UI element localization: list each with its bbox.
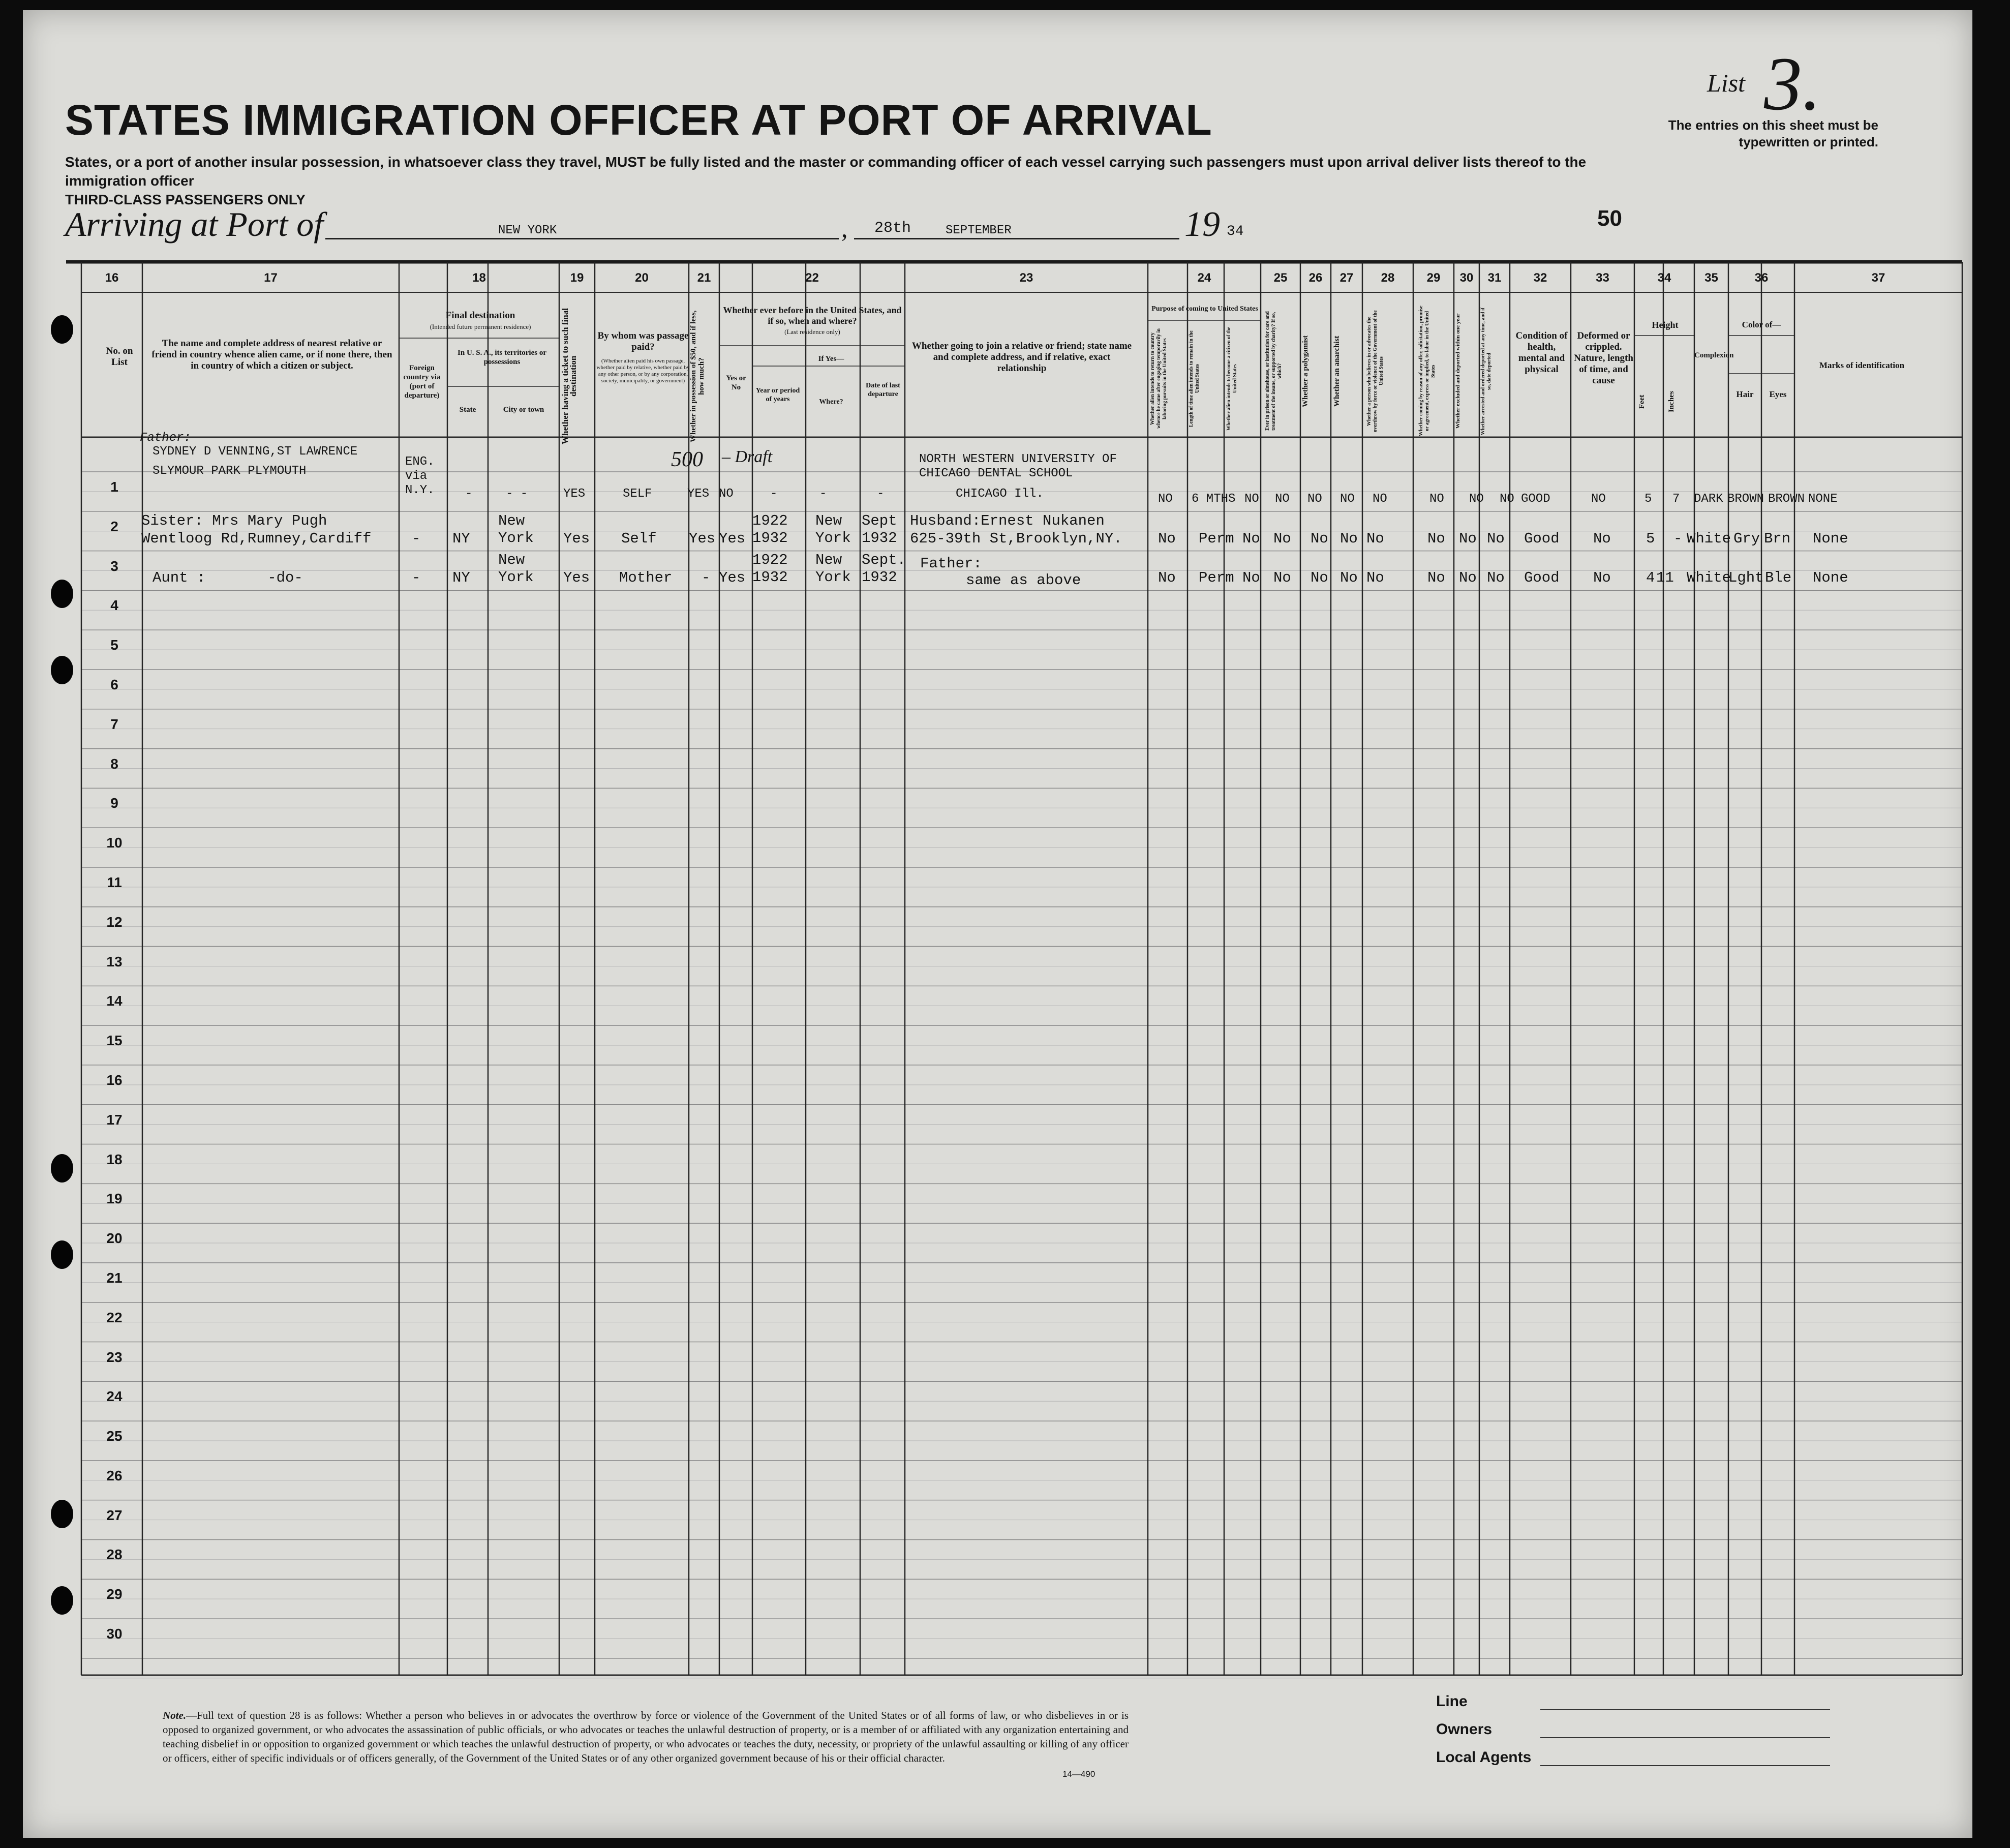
possession: Yes [689,530,716,547]
height-feet: 5 [1644,492,1652,506]
col26: No [1311,569,1328,586]
marks: NONE [1808,492,1838,506]
header-purpose-return: Whether alien intends to return to country whence he came after engaging temporarily in laboring pursuits in the United States [1150,328,1168,429]
before-year: 1922 1932 [752,552,788,586]
foreign-country: - [412,569,421,586]
col27: No [1340,530,1358,547]
arriving-label: Arriving at Port of [65,205,324,244]
possession-note: – Draft [722,447,773,466]
owners-label: Owners [1436,1721,1493,1738]
eyes: Brn [1764,530,1791,547]
final-destination-sub: (Intended future permanent residence) [430,323,531,330]
line-label: Line [1436,1693,1468,1710]
paid-by: Mother [619,569,673,586]
list-note: The entries on this sheet must be typewritten or printed. [1668,117,1878,149]
header-ticket: Whether having a ticket to such final destination [560,308,578,444]
height-inches: 7 [1672,492,1680,506]
header-date-last-departure: Date of last departure [866,382,900,398]
day-field: 28th [874,220,911,237]
height-feet: 5 [1646,530,1655,547]
column-number: 28 [1381,271,1395,285]
join-line-1: Husband:Ernest Nukanen [910,512,1105,529]
row-number: 12 [106,914,123,930]
header-col26: Whether a polygamist [1301,335,1309,407]
health: Good [1524,530,1560,547]
row-number: 20 [106,1230,123,1247]
local-agents-label: Local Agents [1436,1749,1532,1766]
hair: Lght [1728,569,1764,586]
join-line-1: NORTH WESTERN UNIVERSITY OF [919,452,1117,466]
state: NY [452,569,470,586]
before-yes-no: Yes [719,569,746,586]
possession-amount: 500 [671,448,703,471]
state: - [465,487,473,501]
column-number: 21 [697,271,711,285]
join-line-2: same as above [966,572,1081,589]
purpose-length: Perm [1199,569,1234,586]
stamp-code: 50 [1597,206,1622,231]
col25: NO [1275,492,1290,506]
col29: No [1427,569,1445,586]
row-number: 1 [110,479,118,495]
purpose-length: 6 MTHS [1192,492,1236,506]
column-number: 22 [805,271,819,285]
purpose-return: No [1158,530,1176,547]
col28: No [1366,569,1384,586]
col30: No [1459,569,1477,586]
purpose-citizen: No [1242,530,1260,547]
eyes: Ble [1765,569,1792,586]
join-line-2: CHICAGO DENTAL SCHOOL [919,467,1073,480]
header-marks: Marks of identification [1819,360,1905,370]
column-number: 27 [1339,271,1354,285]
relative-label: Father: [140,431,191,445]
col25: No [1273,530,1291,547]
relative-name: Aunt : -do- [153,569,303,586]
marks: None [1813,569,1848,586]
row-number: 14 [106,993,123,1009]
col31: NO [1500,492,1514,506]
header-col29: Whether coming by reason of any offer, solicitation, promise or agreement, express or implied, to labor in the United States [1418,306,1436,437]
purpose-return: NO [1158,492,1173,506]
purpose-citizen: NO [1244,492,1259,506]
before-where: - [819,487,827,501]
possession: - [702,569,711,586]
column-number: 16 [105,271,119,285]
column-number: 26 [1308,271,1323,285]
row-number: 27 [106,1507,123,1523]
header-joining-relative: Whether going to join a relative or friend; state name and complete address, and if relative, exact relationship [911,341,1132,374]
deformed: No [1593,530,1611,547]
relative-name: SYDNEY D VENNING,ST LAWRENCE [153,445,358,459]
column-number: 31 [1487,271,1502,285]
hair: BROWN [1727,492,1764,506]
note-label: Note. [163,1709,187,1721]
form-number: 14—490 [1062,1769,1095,1779]
ticket: YES [563,487,586,501]
eyes: BROWN [1768,492,1805,506]
foreign-country: ENG. via N.Y. [405,455,435,497]
city: New York [498,512,534,547]
row-number: 22 [106,1309,123,1325]
row-number: 13 [106,953,123,970]
row-number: 18 [106,1151,123,1167]
header-state: State [459,406,476,414]
join-line-3: CHICAGO Ill. [956,487,1044,501]
state: NY [452,530,470,547]
note-text: —Full text of question 28 is as follows: Whether a person who believes in or advocates the overthrow by force or violence of the Government of the United States or of all forms of law, or who disbelieves in or is opposed to organized government, or who advocates the assassination of public officials, or who advocates or teaches the unlawful destruction of property, or is a member of or affiliated with any organization entertaining and teaching disbelief in or opposition to organized government or which teaches the unlawful destruction of property, or who advocates or teaches the duty, necessity, or propriety of the unlawful assaulting or killing of any officer or officers, either of specific individuals or of officers generally, of the Government of the United States or of any other organized government because of his or their official character. [163,1709,1129,1764]
row-number: 15 [106,1033,123,1049]
health: Good [1524,569,1560,586]
before-where: New York [815,552,851,586]
row-number: 11 [107,874,122,890]
header-color-of: Color of— [1742,320,1781,329]
header-final-destination [402,310,559,332]
local-agents-field [1540,1765,1830,1766]
list-number: 3. [1764,42,1821,126]
column-number: 18 [472,271,486,285]
year-prefix: 19 [1184,205,1220,244]
header-purpose: Purpose of coming to United States [1151,305,1258,313]
row-number: 26 [106,1467,123,1483]
header-hair: Hair [1736,389,1754,399]
before-date: Sept. 1932 [862,552,906,586]
column-number: 36 [1754,271,1769,285]
column-number: 19 [570,271,584,285]
col26: NO [1307,492,1322,506]
header-possession: Whether in possession of $50, and if less, how much? [689,310,706,442]
passage-paid-note: (Whether alien paid his own passage, whether paid by relative, whether paid by any other person, or by any corporation, society, municipality, or government) [596,358,690,384]
purpose-return: No [1158,569,1176,586]
deformed: No [1593,569,1611,586]
col31: No [1487,530,1505,547]
column-number: 29 [1426,271,1441,285]
header-ever-before [721,305,904,337]
column-number: 30 [1459,271,1474,285]
row-number: 28 [106,1547,123,1563]
passage-paid-label: By whom was passage paid? [597,330,689,352]
column-number: 25 [1273,271,1288,285]
relative-address: SLYMOUR PARK PLYMOUTH [153,464,307,478]
header-passage-paid [595,330,691,384]
page-title: STATES IMMIGRATION OFFICER AT PORT OF ARRIVAL [65,96,1212,144]
before-yes-no: Yes [719,530,746,547]
header-eyes: Eyes [1769,389,1787,399]
col31: No [1487,569,1505,586]
column-number: 20 [635,271,649,285]
final-destination-label: Final destination [445,310,515,321]
row-number: 19 [106,1191,123,1207]
complexion: White [1687,569,1731,586]
column-number: 23 [1019,271,1033,285]
header-where: Where? [819,398,843,406]
row-number: 17 [106,1111,123,1128]
foreign-country: - [412,530,421,547]
row-number: 23 [106,1349,123,1365]
header-no-on-list: No. on List [106,346,133,368]
header-city: City or town [503,406,544,414]
col26: No [1311,530,1328,547]
height-inches: 11 [1656,569,1674,586]
col27: No [1340,569,1358,586]
owners-field [1540,1737,1830,1738]
header-purpose-length: Length of time alien intends to remain in the United States [1189,330,1200,427]
height-feet: 4 [1646,569,1655,586]
header-health: Condition of health, mental and physical [1515,330,1568,375]
complexion: DARK [1694,492,1723,506]
header-deformed: Deformed or crippled. Nature, length of time, and cause [1574,330,1633,386]
before-year: - [770,487,778,501]
before-year: 1922 1932 [752,512,788,547]
column-number: 24 [1197,271,1211,285]
year-suffix: 34 [1227,224,1244,239]
relative-address: Wentloog Rd,Rumney,Cardiff [141,530,372,547]
col29: No [1427,530,1445,547]
before-date: - [877,487,885,501]
col30: NO [1469,492,1484,506]
before-where: New York [815,512,851,547]
instruction-text: States, or a port of another insular possession, in whatsoever class they travel, MUST be fully listed and the master or commanding officer of each vessel carrying such passengers must upon arrival deliver lists thereof to the immigration officer [65,154,1587,189]
line-field [1540,1709,1830,1710]
header-col31: Whether arrested and ordered deported at any time, and if so, date deported [1480,307,1492,435]
row-number: 30 [106,1626,123,1642]
header-col27: Whether an anarchist [1333,336,1341,407]
header-if-yes: If Yes— [818,355,844,363]
ever-before-label: Whether ever before in the United States, and if so, when and where? [723,305,902,326]
row-number: 5 [110,637,118,653]
row-number: 4 [110,597,118,614]
column-number: 35 [1704,271,1718,285]
row-number: 3 [110,558,118,574]
header-year-period: Year or period of years [755,387,800,403]
port-field: NEW YORK [498,224,557,237]
col30: No [1459,530,1477,547]
purpose-length: Perm [1199,530,1234,547]
list-label: List [1707,69,1746,97]
join-line-1: Father: [920,555,982,572]
row-number: 7 [110,716,118,732]
row-number: 2 [110,518,118,534]
header-col25: Ever in prison or almshouse, or institution for care and treatment of the insane, or supported by charity? If so, which? [1265,311,1283,431]
before-date: Sept 1932 [862,512,897,547]
purpose-citizen: No [1242,569,1260,586]
col27: NO [1340,492,1355,506]
class-line: THIRD-CLASS PASSENGERS ONLY [65,192,306,207]
city: New York [498,552,534,586]
header-complexion: Complexion [1694,351,1734,359]
row-number: 21 [106,1269,123,1286]
header-foreign-country: Foreign country via (port of departure) [403,364,441,400]
row-number: 10 [106,835,123,851]
row-number: 8 [110,755,118,772]
possession: YES [687,487,710,501]
footnote [163,1708,1129,1765]
hair: Gry [1733,530,1760,547]
marks: None [1813,530,1848,547]
row-number: 16 [106,1072,123,1088]
paid-by: SELF [623,487,652,501]
column-number: 37 [1871,271,1885,285]
health: GOOD [1521,492,1550,506]
header-purpose-citizen: Whether alien intends to become a citizen of the United States [1226,326,1238,431]
header-col30: Whether excluded and deported within one year [1455,313,1461,429]
city: - - [506,487,528,501]
row-number: 29 [106,1586,123,1602]
month-field: SEPTEMBER [946,224,1012,237]
ever-before-sub: (Last residence only) [784,328,840,336]
join-line-2: 625-39th St,Brooklyn,NY. [910,530,1122,547]
row-number: 6 [110,676,118,692]
header-yes-or-no: Yes or No [726,374,746,391]
header-height: Height [1652,320,1679,330]
col25: No [1273,569,1291,586]
height-inches: - [1673,530,1683,547]
column-number: 33 [1596,271,1609,285]
header-in-usa: In U. S. A., its territories or possessions [458,349,546,366]
header-inches: Inches [1667,391,1676,412]
col28: No [1366,530,1384,547]
column-number: 17 [264,271,278,285]
header-col28: Whether a person who believes in or advocates the overthrow by force or violence of the Government of the United States [1366,310,1384,432]
column-number: 32 [1533,271,1547,285]
ticket: Yes [563,530,590,547]
header-feet: Feet [1638,395,1646,409]
relative-name: Sister: Mrs Mary Pugh [141,512,327,529]
complexion: White [1687,530,1731,547]
header-relative: The name and complete address of nearest relative or friend in country whence alien came, or if none there, then in country of which a citizen or subject. [151,338,392,371]
col28: NO [1373,492,1387,506]
ticket: Yes [563,569,590,586]
col29: NO [1429,492,1444,506]
deformed: NO [1591,492,1606,506]
paid-by: Self [621,530,657,547]
column-number: 34 [1657,271,1671,285]
row-number: 24 [106,1388,123,1405]
before-yes-no: NO [719,487,734,501]
row-number: 9 [110,795,118,811]
row-number: 25 [106,1428,123,1444]
